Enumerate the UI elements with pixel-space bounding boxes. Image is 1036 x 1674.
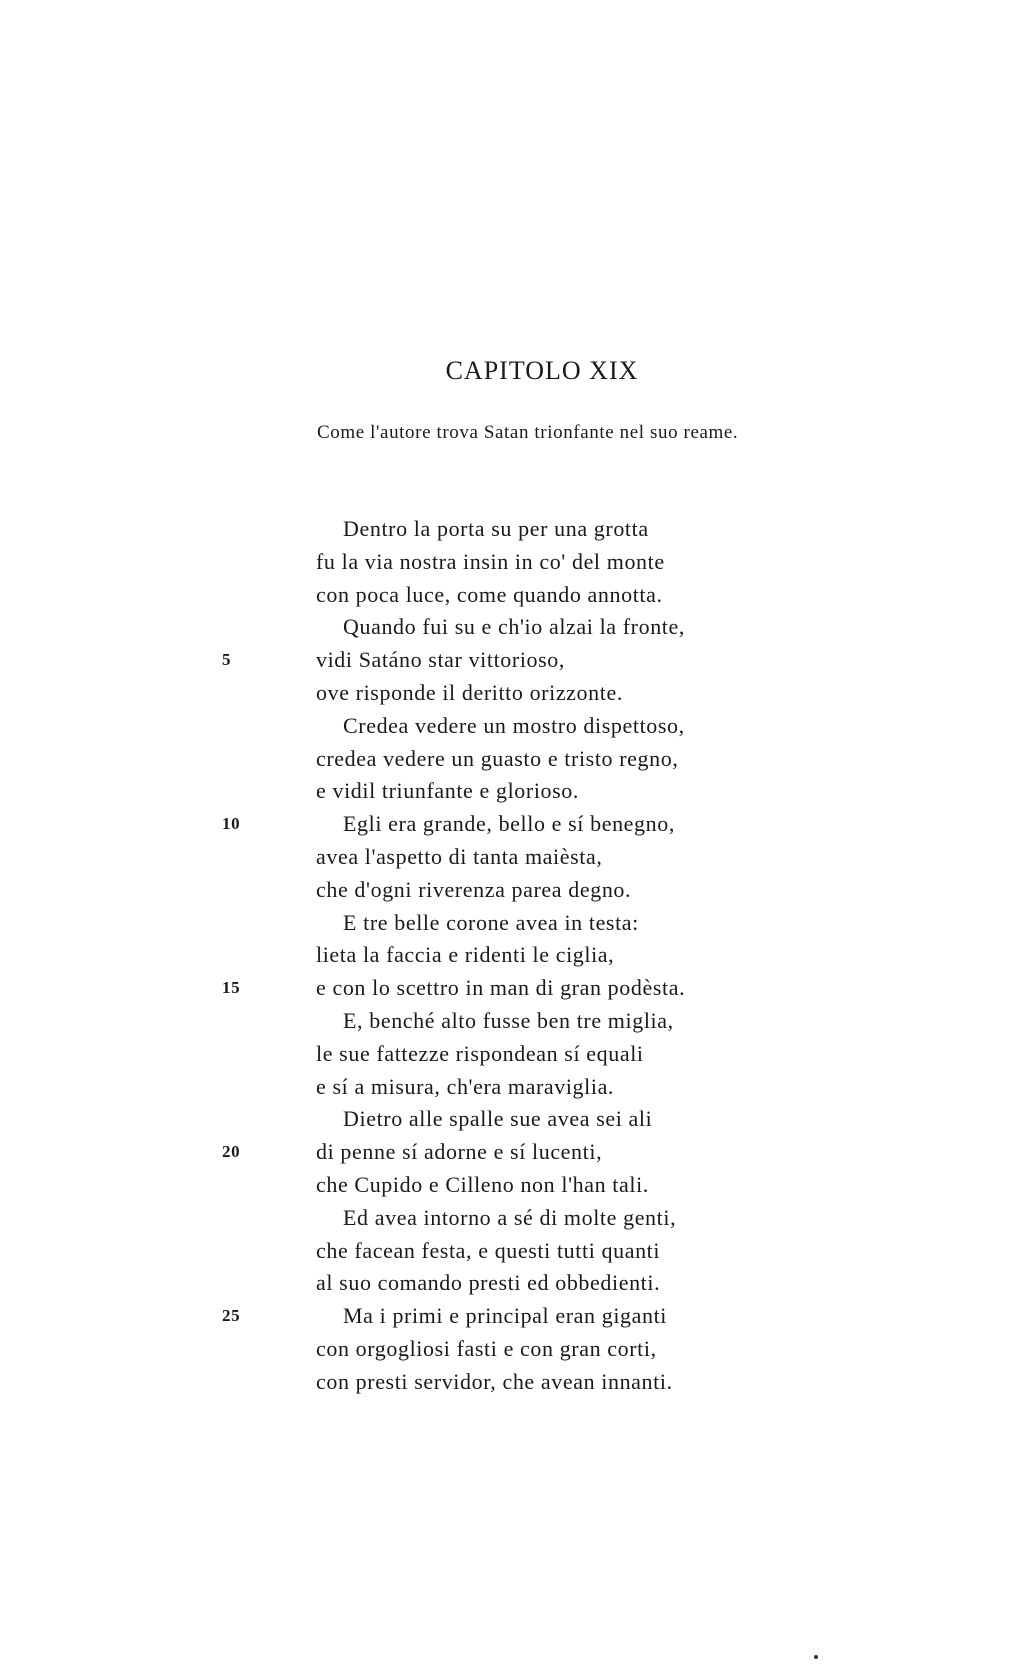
verse-text: Dentro la porta su per una grotta bbox=[343, 516, 649, 541]
verse-line bbox=[0, 1136, 1036, 1169]
verse-line bbox=[0, 1333, 1036, 1366]
verse-text: Ma i primi e principal eran giganti bbox=[343, 1303, 668, 1329]
verse-text: e con lo scettro in man di gran podèsta. bbox=[316, 975, 686, 1001]
line-number: 20 bbox=[222, 1142, 241, 1162]
verse-text: lieta la faccia e ridenti le ciglia, bbox=[316, 942, 615, 968]
verse-line bbox=[0, 677, 1036, 710]
verse-line bbox=[0, 907, 1036, 940]
verse-text: e sí a misura, ch'era maraviglia. bbox=[316, 1073, 615, 1099]
chapter-subtitle: Come l'autore trova Satan trionfante nel suo reame. bbox=[317, 422, 739, 443]
line-number: 25 bbox=[222, 1306, 241, 1326]
verse-line bbox=[0, 1366, 1036, 1399]
verse-line bbox=[0, 1103, 1036, 1136]
verse-line bbox=[0, 513, 1036, 546]
verse-text: fu la via nostra insin in co' del monte bbox=[316, 548, 665, 574]
page-mark bbox=[814, 1655, 818, 1659]
verse-text: con presti servidor, che avean innanti. bbox=[316, 1368, 673, 1394]
verse-line bbox=[0, 644, 1036, 677]
verse-line bbox=[0, 579, 1036, 612]
verse-text: vidi Satáno star vittorioso, bbox=[316, 647, 566, 673]
verse-line bbox=[0, 546, 1036, 579]
verse-text: le sue fattezze rispondean sí equali bbox=[316, 1040, 644, 1066]
verse-line bbox=[0, 611, 1036, 644]
verse-line bbox=[0, 874, 1036, 907]
verse-line bbox=[0, 1235, 1036, 1268]
verse-text: che Cupido e Cilleno non l'han tali. bbox=[316, 1171, 649, 1197]
line-number: 10 bbox=[222, 814, 241, 834]
verse-text: Dietro alle spalle sue avea sei ali bbox=[343, 1106, 653, 1132]
verse-text: di penne sí adorne e sí lucenti, bbox=[316, 1139, 603, 1165]
chapter-title: CAPITOLO XIX bbox=[445, 356, 639, 385]
verse-block bbox=[0, 513, 1036, 1399]
verse-text: credea vedere un guasto e tristo regno, bbox=[316, 745, 679, 771]
verse-text: al suo comando presti ed obbedienti. bbox=[316, 1270, 661, 1296]
verse-line bbox=[0, 1300, 1036, 1333]
verse-text: Credea vedere un mostro dispettoso, bbox=[343, 712, 685, 738]
verse-text: con orgogliosi fasti e con gran corti, bbox=[316, 1335, 657, 1361]
verse-text: che facean festa, e questi tutti quanti bbox=[316, 1237, 661, 1263]
verse-text: Egli era grande, bello e sí benegno, bbox=[343, 811, 675, 837]
verse-text: E tre belle corone avea in testa: bbox=[343, 909, 639, 935]
verse-line bbox=[0, 939, 1036, 972]
verse-line bbox=[0, 710, 1036, 743]
verse-line bbox=[0, 775, 1036, 808]
verse-line bbox=[0, 743, 1036, 776]
verse-line bbox=[0, 808, 1036, 841]
verse-text: Ed avea intorno a sé di molte genti, bbox=[343, 1204, 677, 1230]
verse-text: ove risponde il deritto orizzonte. bbox=[316, 679, 623, 705]
line-number: 5 bbox=[222, 650, 232, 670]
verse-line bbox=[0, 1169, 1036, 1202]
line-number: 15 bbox=[222, 978, 241, 998]
verse-text: avea l'aspetto di tanta maièsta, bbox=[316, 843, 603, 869]
verse-line bbox=[0, 841, 1036, 874]
verse-line bbox=[0, 1202, 1036, 1235]
verse-line bbox=[0, 1005, 1036, 1038]
verse-line bbox=[0, 1038, 1036, 1071]
verse-line bbox=[0, 1071, 1036, 1104]
verse-text: e vidil triunfante e glorioso. bbox=[316, 778, 579, 804]
verse-text: E, benché alto fusse ben tre miglia, bbox=[343, 1007, 674, 1033]
verse-text: che d'ogni riverenza parea degno. bbox=[316, 876, 632, 902]
verse-line bbox=[0, 1267, 1036, 1300]
verse-text: Quando fui su e ch'io alzai la fronte, bbox=[343, 614, 685, 640]
verse-text: con poca luce, come quando annotta. bbox=[316, 581, 663, 607]
verse-line bbox=[0, 972, 1036, 1005]
